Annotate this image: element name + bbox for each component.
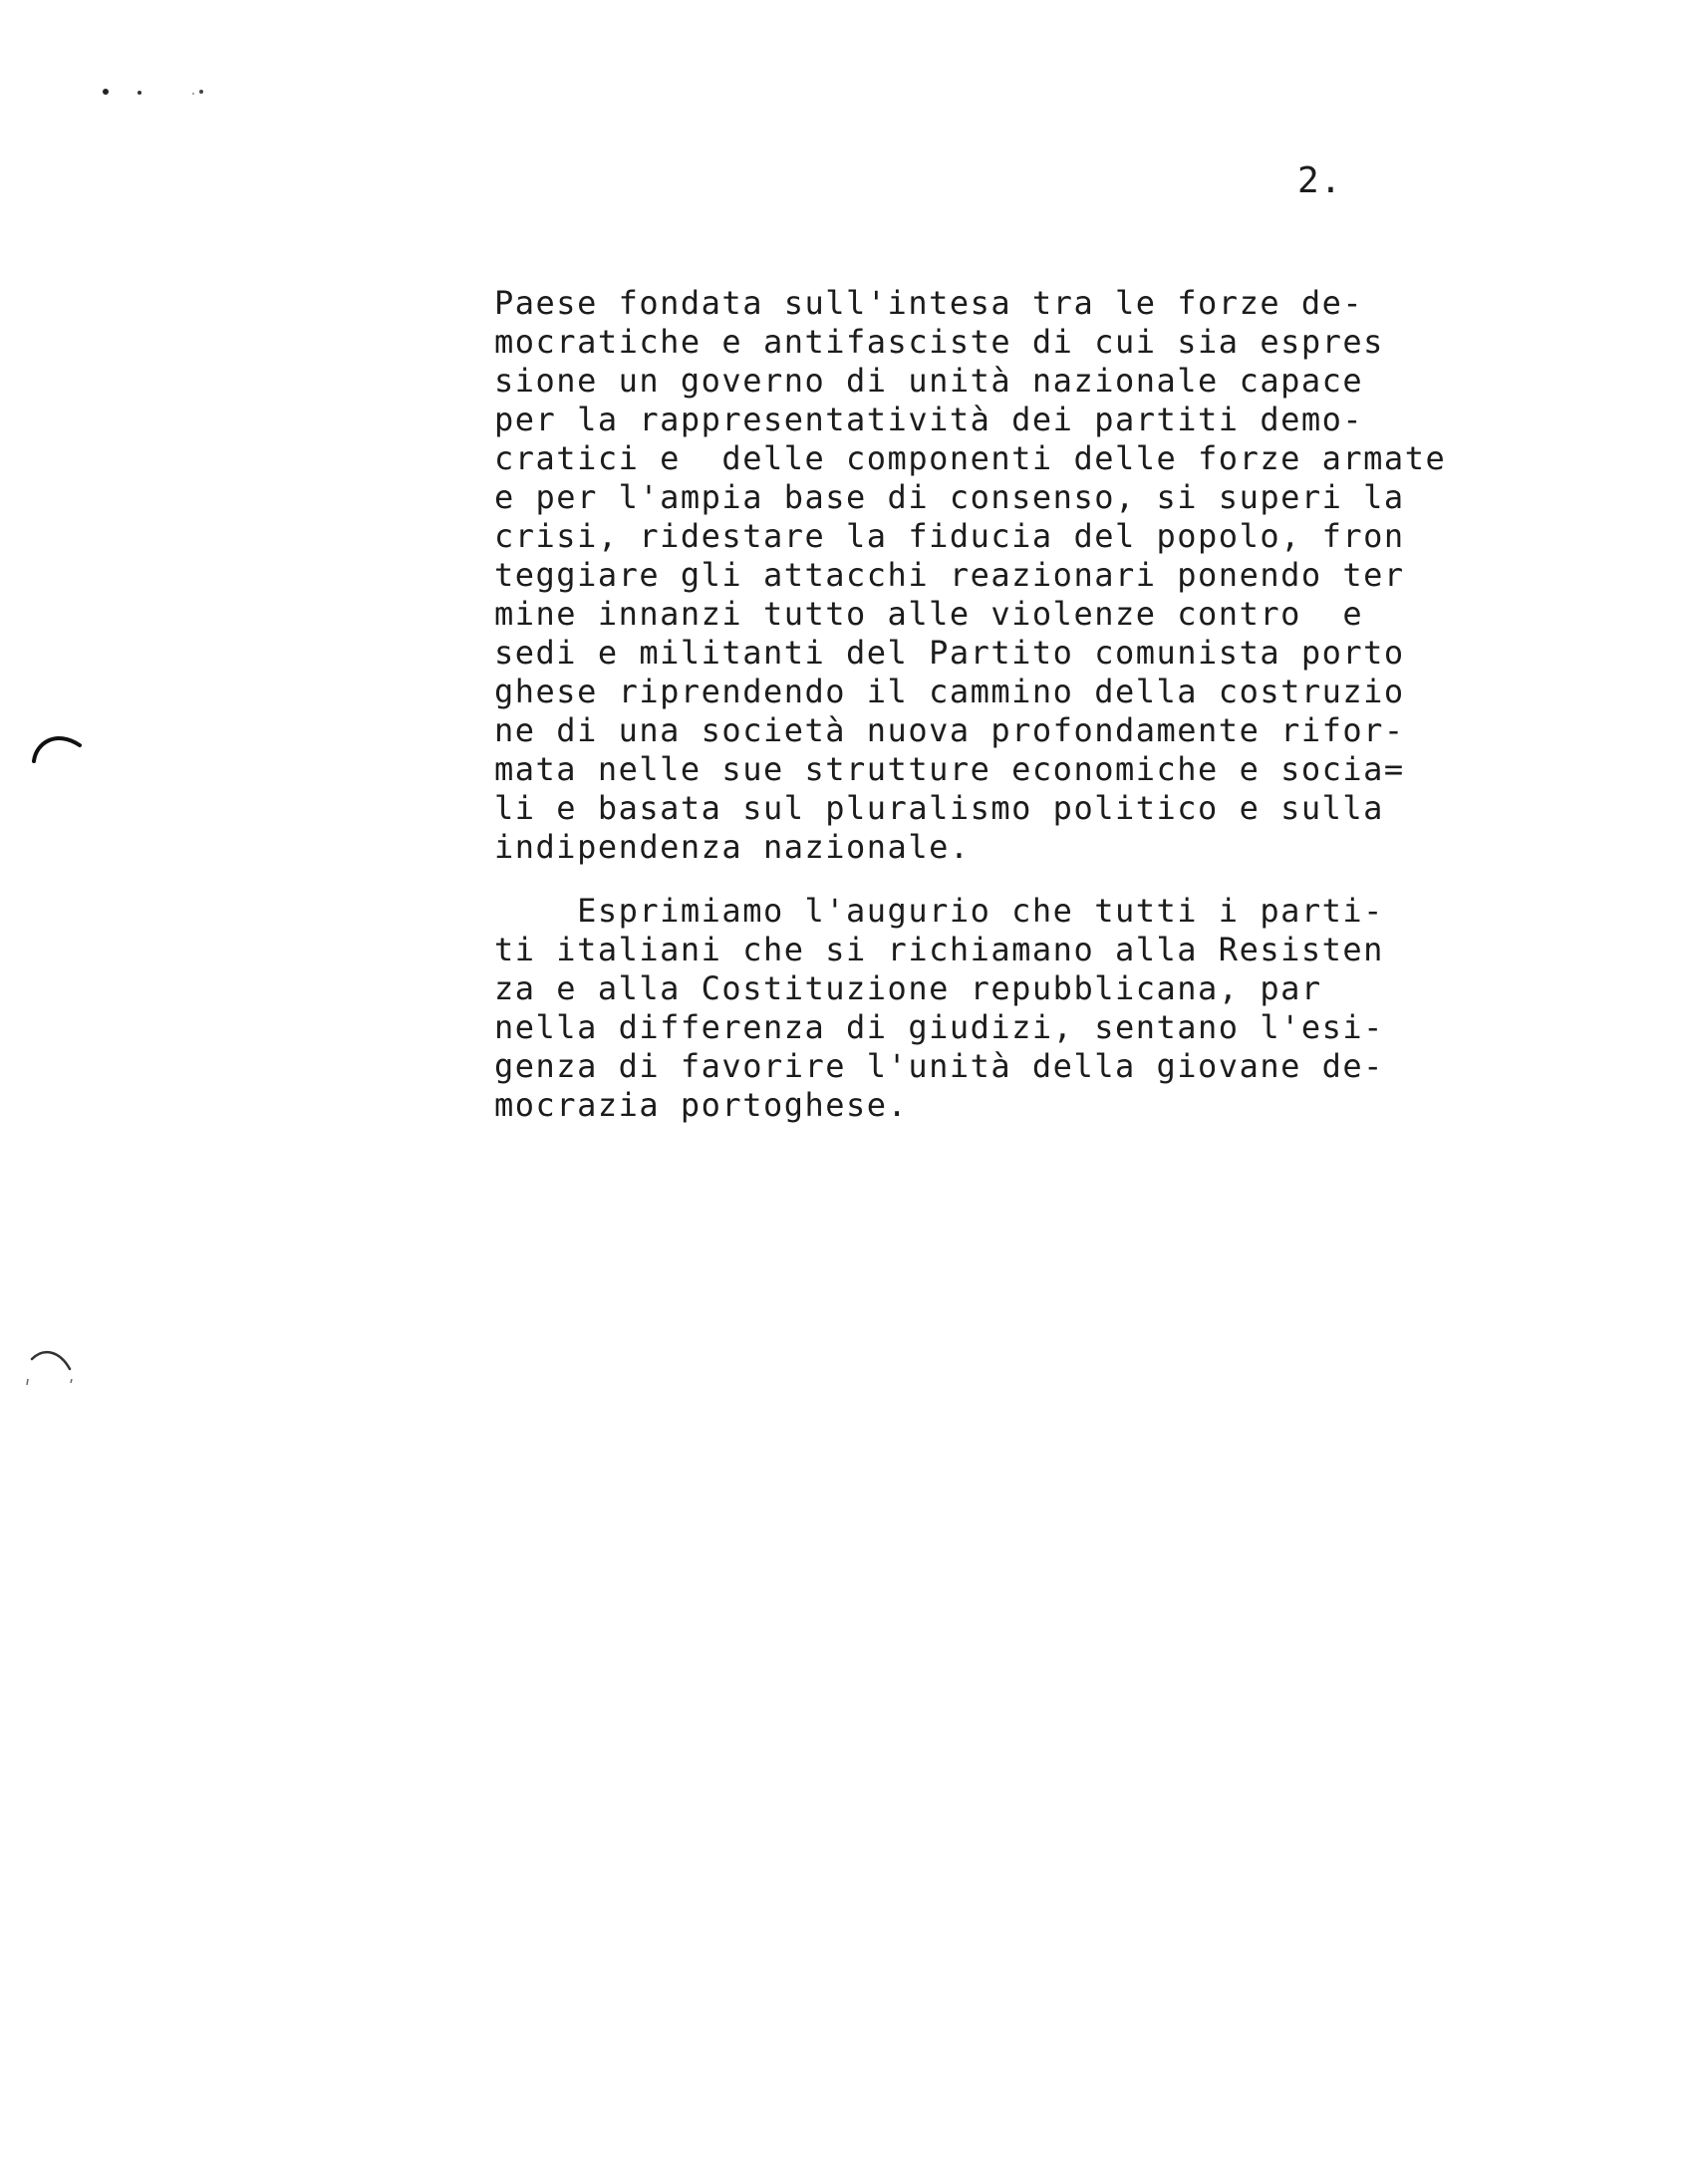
text-line: sione un governo di unità nazionale capace (494, 362, 1364, 400)
text-line: teggiare gli attacchi reazionari ponendo ter (494, 556, 1405, 594)
scan-speck-marks (98, 82, 217, 102)
text-line: cratici e delle componenti delle forze armate (494, 439, 1447, 477)
text-line: crisi, ridestare la fiducia del popolo, fron (494, 517, 1405, 555)
text-line: e per l'ampia base di consenso, si superi la (494, 478, 1405, 516)
text-line: nella differenza di giudizi, sentano l'esi- (494, 1008, 1384, 1046)
page-number: 2. (1297, 160, 1343, 201)
text-line: mocratiche e antifasciste di cui sia espres (494, 323, 1384, 361)
body-paragraph-1 (494, 284, 1491, 867)
body-paragraph-2 (494, 892, 1491, 1125)
text-line: ne di una società nuova profondamente rifor- (494, 711, 1405, 749)
text-line: sedi e militanti del Partito comunista porto (494, 634, 1405, 672)
text-line: li e basata sul pluralismo politico e sulla (494, 789, 1384, 827)
text-line: genza di favorire l'unità della giovane de- (494, 1047, 1384, 1085)
text-line: mine innanzi tutto alle violenze contro e (494, 595, 1364, 633)
text-line: mocrazia portoghese. (494, 1086, 909, 1124)
text-line: ti italiani che si richiamano alla Resisten (494, 931, 1384, 968)
text-line: per la rappresentatività dei partiti demo- (494, 401, 1364, 438)
text-line: Esprimiamo l'augurio che tutti i parti- (494, 892, 1384, 930)
punch-hole-mark-lower (22, 1339, 92, 1409)
text-line: za e alla Costituzione repubblicana, par (494, 969, 1322, 1007)
text-line: ghese riprendendo il cammino della costruzio (494, 673, 1405, 710)
text-line: mata nelle sue strutture economiche e socia= (494, 750, 1405, 788)
text-line: indipendenza nazionale. (494, 828, 971, 866)
punch-hole-mark-upper (28, 719, 98, 789)
text-line: Paese fondata sull'intesa tra le forze de- (494, 284, 1364, 322)
